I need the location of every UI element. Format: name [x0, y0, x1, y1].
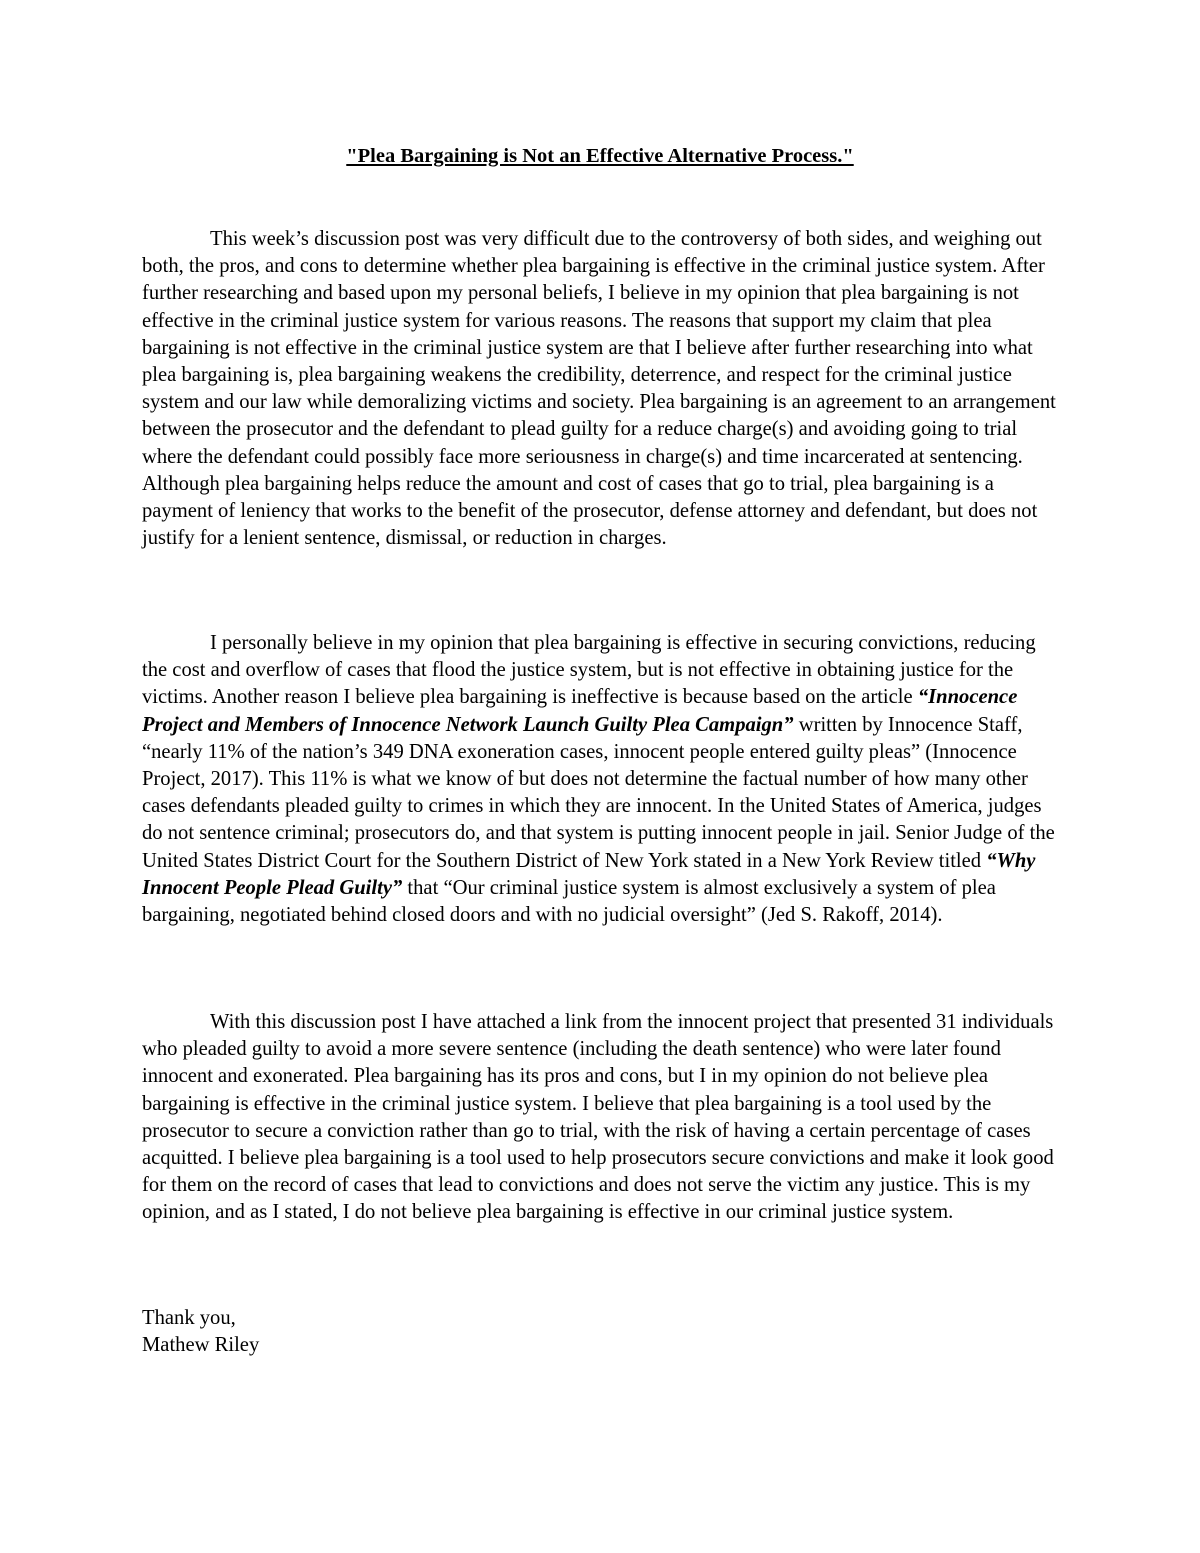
article-title: “Innocence Project and Members of Innocence Network Launch Guilty Plea Campaign” — [142, 686, 1018, 736]
paragraph-2 — [142, 630, 1060, 929]
review-title: “Why Innocent People Plead Guilty” — [142, 849, 1036, 899]
document-title: "Plea Bargaining is Not an Effective Alternative Process." — [346, 145, 854, 167]
author-name: Mathew Riley — [142, 1334, 260, 1357]
paragraph-1: This week’s discussion post was very difficult due to the controversy of both sides, and weighing out both, the pros, and cons to determine whether plea bargaining is effective in the criminal justice system. After further researching and based upon my personal beliefs, I believe in my opinion that plea bargaining is not effective in the criminal justice system for various reasons. The reasons that support my claim that plea bargaining is not effective in the criminal justice system are that I believe after further researching into what plea bargaining is, plea bargaining weakens the credibility, deterrence, and respect for the criminal justice system and our law while demoralizing victims and society. Plea bargaining is an agreement to an arrangement between the prosecutor and the defendant to plead guilty for a reduce charge(s) and avoiding going to trial where the defendant could possibly face more seriousness in charge(s) and time incarcerated at sentencing. Although plea bargaining helps reduce the amount and cost of cases that go to trial, plea bargaining is a payment of leniency that works to the benefit of the prosecutor, defense attorney and defendant, but does not justify for a lenient sentence, dismissal, or reduction in charges. — [142, 228, 1056, 550]
paragraph-2-text-3: that “Our criminal justice system is almost exclusively a system of plea bargaining, negotiated behind closed doors and with no judicial oversight” (Jed S. Rakoff, 2014). — [142, 876, 996, 927]
paragraph-3: With this discussion post I have attached a link from the innocent project that presented 31 individuals who pleaded guilty to avoid a more severe sentence (including the death sentence) who were later found innocent and exonerated. Plea bargaining has its pros and cons, but I in my opinion do not believe plea bargaining is effective in the criminal justice system. I believe that plea bargaining is a tool used by the prosecutor to secure a conviction rather than go to trial, with the risk of having a certain percentage of cases acquitted. I believe plea bargaining is a tool used to help prosecutors secure convictions and make it look good for them on the record of cases that lead to convictions and does not serve the victim any justice. This is my opinion, and as I stated, I do not believe plea bargaining is effective in our criminal justice system. — [142, 1011, 1054, 1224]
closing-line: Thank you, — [142, 1307, 236, 1329]
signature-block — [142, 1305, 259, 1359]
paragraph-2-text-1: I personally believe in my opinion that plea bargaining is effective in securing convictions, reducing the cost and overflow of cases that flood the justice system, but is not effective in obtaining justice for the victims. Another reason I believe plea bargaining is ineffective is because based on the article — [142, 632, 1036, 709]
paragraph-2-text-2: written by Innocence Staff, “nearly 11% of the nation’s 349 DNA exoneration cases, innocent people entered guilty pleas” (Innocence Project, 2017). This 11% is what we know of but does not determine the factual number of how many other cases defendants pleaded guilty to crimes in which they are innocent. In the United States of America, judges do not sentence criminal; prosecutors do, and that system is putting innocent people in jail. Senior Judge of the United States District Court for the Southern District of New York stated in a New York Review titled — [142, 713, 1055, 872]
